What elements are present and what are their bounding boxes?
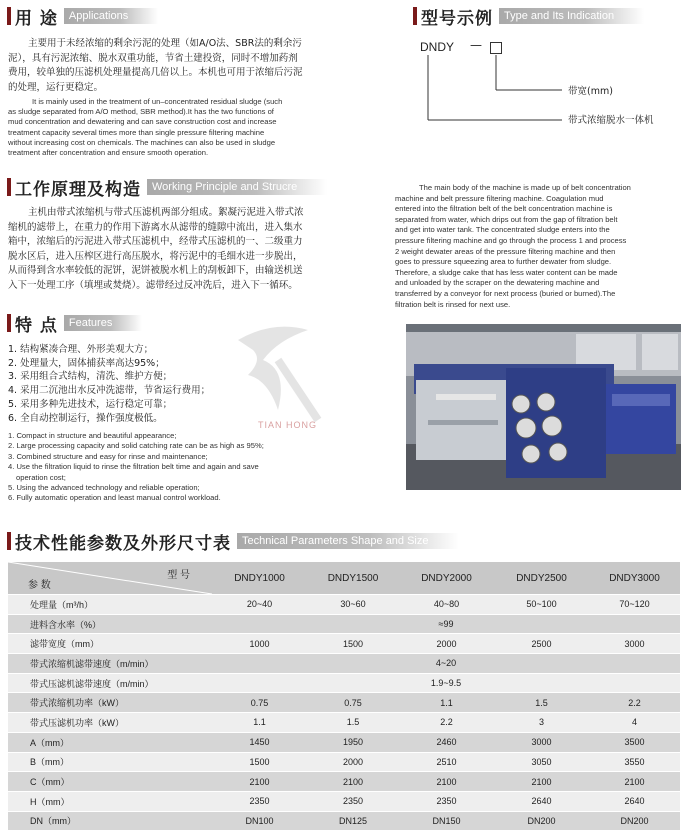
list-item: 2. 处理量大，固体捕获率高达95%； (8, 357, 165, 369)
table-cell: 4~20 (212, 654, 680, 674)
list-item: 3. 采用组合式结构，清洗、维护方便； (8, 371, 173, 383)
table-cell: 1950 (307, 732, 399, 752)
header-model: DNDY2500 (494, 562, 589, 595)
table-cell: 3000 (589, 634, 680, 654)
text-line: mud concentration and dewatering and can save construction cost and increase (8, 117, 277, 127)
principle-title-en: Working Principle and Strucre (147, 179, 327, 195)
table-cell: 1.9~9.5 (212, 673, 680, 693)
table-cell: 1450 (212, 732, 307, 752)
table-cell: 0.75 (307, 693, 399, 713)
text-line: 费用，较单独的压滤机处理量提高几倍以上。本机也可用于浓缩后污泥 (8, 67, 303, 78)
row-label: 滤带宽度（mm） (8, 634, 212, 654)
principle-title-cn: 工作原理及构造 (15, 179, 141, 200)
text-line: 主机由带式浓缩机与带式压滤机两部分组成。絮凝污泥进入带式浓 (28, 207, 304, 218)
list-item: operation cost; (16, 472, 66, 482)
header-model: DNDY1500 (307, 562, 399, 595)
text-line: 入下一处理工序（填埋或焚烧）。滤带经过反冲洗后，进入下一循环。 (8, 279, 298, 291)
table-header-row (8, 562, 680, 595)
features-header (7, 312, 142, 334)
text-line: treatment capacity several times more than single pressure filtering machine (8, 127, 265, 137)
section-marker (7, 178, 11, 196)
table-row (8, 654, 680, 674)
table-cell: 2460 (399, 732, 494, 752)
list-item: 4. 采用二沉池出水反冲洗滤带，节省运行费用； (8, 385, 211, 397)
text-line: 泥），具有污泥浓缩、脱水双重功能，节省土建投资，同时不增加药剂 (8, 52, 298, 64)
list-item: 4. Use the filtration liquid to rinse the filtration belt time and again and save (8, 462, 259, 472)
usage-en-text (8, 97, 348, 158)
table-cell: 1500 (307, 634, 399, 654)
usage-cn-text (8, 37, 348, 95)
usage-header (7, 5, 158, 27)
text-line: 的处理，运行更稳定。 (8, 81, 104, 93)
features-title-en: Features (64, 315, 142, 331)
text-line: transferred by a conveyor for next process (buried or burned).The (395, 288, 616, 298)
row-label: 处理量（m³/h） (8, 595, 212, 615)
header-param-label: 参 数 (28, 580, 51, 591)
table-cell: 30~60 (307, 595, 399, 615)
text-line: 主要用于未经浓缩的剩余污泥的处理（如A/O法、SBR法的剩余污 (28, 38, 302, 49)
header-model: DNDY1000 (212, 562, 307, 595)
table-cell: DN125 (307, 811, 399, 831)
watermark-text: TIAN HONG (258, 420, 318, 430)
text-line: filtration belt is rinsed for next use. (395, 299, 511, 309)
table-cell: 1.1 (212, 713, 307, 733)
table-row (8, 693, 680, 713)
table-row (8, 791, 680, 811)
table-cell: 2000 (307, 752, 399, 772)
features-en-list (8, 431, 348, 504)
type-connector-lines (410, 50, 570, 130)
table-cell: 2.2 (399, 713, 494, 733)
text-line: treatment after concentration and ensure smooth operation. (8, 148, 209, 158)
text-line: It is mainly used in the treatment of un–concentrated residual sludge (such (32, 97, 283, 106)
list-item: 3. Combined structure and easy for rinse and maintenance; (8, 451, 208, 461)
table-row (8, 752, 680, 772)
table-cell: DN100 (212, 811, 307, 831)
row-label: H（mm） (8, 791, 212, 811)
row-label: 带式压滤机功率（kW） (8, 713, 212, 733)
table-cell: 2100 (307, 772, 399, 792)
section-marker (7, 7, 11, 25)
table-cell: DN200 (589, 811, 680, 831)
list-item: 5. Using the advanced technology and reliable operation; (8, 483, 200, 493)
principle-cn-text (8, 206, 353, 293)
table-row (8, 673, 680, 693)
usage-title-cn: 用 途 (15, 8, 58, 29)
table-cell: 40~80 (399, 595, 494, 615)
table-cell: 1000 (212, 634, 307, 654)
spec-table (8, 562, 680, 831)
type-title-en: Type and Its Indication (499, 8, 644, 24)
text-line: pressure filtering machine and go through the process 1 and process (395, 235, 627, 245)
table-cell: 20~40 (212, 595, 307, 615)
table-cell: 2100 (399, 772, 494, 792)
text-line: 2 weight dewater areas of the pressure filtering machine and then (395, 246, 616, 256)
table-cell: 70~120 (589, 595, 680, 615)
table-cell: 50~100 (494, 595, 589, 615)
table-cell: 0.75 (212, 693, 307, 713)
text-line: and unloaded by the scraper on the dewatering machine and (395, 278, 600, 288)
text-line: entered into the filtration belt of the belt concentration machine is (395, 204, 613, 214)
row-label: B（mm） (8, 752, 212, 772)
principle-en-text (395, 183, 683, 310)
section-marker (7, 314, 11, 332)
type-label-name: 带式浓缩脱水一体机 (568, 115, 654, 126)
row-label: 进料含水率（%） (8, 614, 212, 634)
text-line: separated from water, which drips out from the gap of filtration belt (395, 214, 618, 224)
row-label: DN（mm） (8, 811, 212, 831)
table-cell: 4 (589, 713, 680, 733)
text-line: without increasing cost on chemicals. The machines can also be used in sludge (8, 137, 276, 147)
usage-title-en: Applications (64, 8, 158, 24)
text-line: goes to pressure squeezing area to further dewater from sludge. (395, 257, 612, 267)
principle-header (7, 176, 327, 198)
table-cell: 2350 (399, 791, 494, 811)
table-cell: 2510 (399, 752, 494, 772)
table-cell: 3500 (589, 732, 680, 752)
type-header (413, 5, 644, 27)
list-item: 2. Large processing capacity and solid catching rate can be as high as 95%; (8, 441, 264, 451)
text-line: 从而得到含水率较低的泥饼，泥饼被脱水机上的刮板卸下，由输送机送 (8, 265, 303, 276)
table-cell: 2640 (494, 791, 589, 811)
table-row (8, 713, 680, 733)
table-cell: 2350 (307, 791, 399, 811)
text-line: Therefore, a sludge cake that has less water content can be made (395, 267, 618, 277)
type-label-width: 带宽(mm) (568, 86, 613, 97)
table-cell: 2500 (494, 634, 589, 654)
list-item: 6. 全自动控制运行，操作强度极低。 (8, 412, 163, 424)
table-cell: 1.1 (399, 693, 494, 713)
type-code: DNDY (420, 40, 455, 54)
row-label: 带式浓缩机功率（kW） (8, 693, 212, 713)
section-marker (413, 7, 417, 25)
list-item: 1. Compact in structure and beautiful appearance; (8, 431, 177, 440)
row-label: 带式浓缩机滤带速度（m/min） (8, 654, 212, 674)
table-cell: 2.2 (589, 693, 680, 713)
spec-header (7, 530, 459, 552)
table-cell: 2000 (399, 634, 494, 654)
table-row (8, 614, 680, 634)
row-label: C（mm） (8, 772, 212, 792)
table-cell: 1.5 (494, 693, 589, 713)
text-line: The main body of the machine is made up of belt concentration (419, 183, 631, 192)
table-cell: ≈99 (212, 614, 680, 634)
table-cell: 2350 (212, 791, 307, 811)
table-row (8, 772, 680, 792)
text-line: as sludge separated from A/O method, SBR method).It has the two functions of (8, 107, 274, 117)
text-line: 箱中，浓缩后的污泥进入带式压滤机中，经带式压滤机的一、二级重力 (8, 236, 303, 247)
table-cell: 3 (494, 713, 589, 733)
table-row (8, 634, 680, 654)
list-item: 5. 采用多种先进技术，运行稳定可靠； (8, 398, 173, 410)
row-label: A（mm） (8, 732, 212, 752)
table-cell: 2100 (494, 772, 589, 792)
header-diagonal-cell (8, 562, 212, 595)
table-row (8, 595, 680, 615)
header-model: DNDY3000 (589, 562, 680, 595)
list-item: 6. Fully automatic operation and least manual control workload. (8, 493, 221, 503)
header-model-label: 型 号 (167, 570, 190, 581)
header-model: DNDY2000 (399, 562, 494, 595)
table-cell: 3050 (494, 752, 589, 772)
spec-title-cn: 技术性能参数及外形尺寸表 (15, 533, 231, 554)
tianhong-watermark-logo (218, 300, 328, 440)
section-marker (7, 532, 11, 550)
text-line: 脱水区后，进入压榨区进行高压脱水，将污泥中的毛细水进一步脱出， (8, 250, 303, 262)
table-cell: DN150 (399, 811, 494, 831)
row-label: 带式压滤机滤带速度（m/min） (8, 673, 212, 693)
table-row (8, 732, 680, 752)
type-title-cn: 型号示例 (421, 8, 493, 29)
table-cell: 3000 (494, 732, 589, 752)
features-title-cn: 特 点 (15, 315, 58, 336)
table-cell: 2100 (589, 772, 680, 792)
text-line: 缩机的滤带上，在重力的作用下游离水从滤带的缝隙中流出，进入集水 (8, 221, 303, 233)
table-cell: 2100 (212, 772, 307, 792)
table-cell: DN200 (494, 811, 589, 831)
table-cell: 1500 (212, 752, 307, 772)
table-cell: 3550 (589, 752, 680, 772)
text-line: machine and belt pressure filtering machine. Coagulation mud (395, 193, 604, 203)
table-cell: 1.5 (307, 713, 399, 733)
list-item: 1. 结构紧凑合理、外形美观大方； (8, 344, 154, 355)
table-cell: 2640 (589, 791, 680, 811)
spec-title-en: Technical Parameters Shape and Size (237, 533, 459, 549)
table-row (8, 811, 680, 831)
type-dash: — (470, 38, 482, 52)
text-line: and get into water tank. The concentrated sludge enters into the (395, 225, 610, 235)
machine-photo (406, 324, 681, 490)
